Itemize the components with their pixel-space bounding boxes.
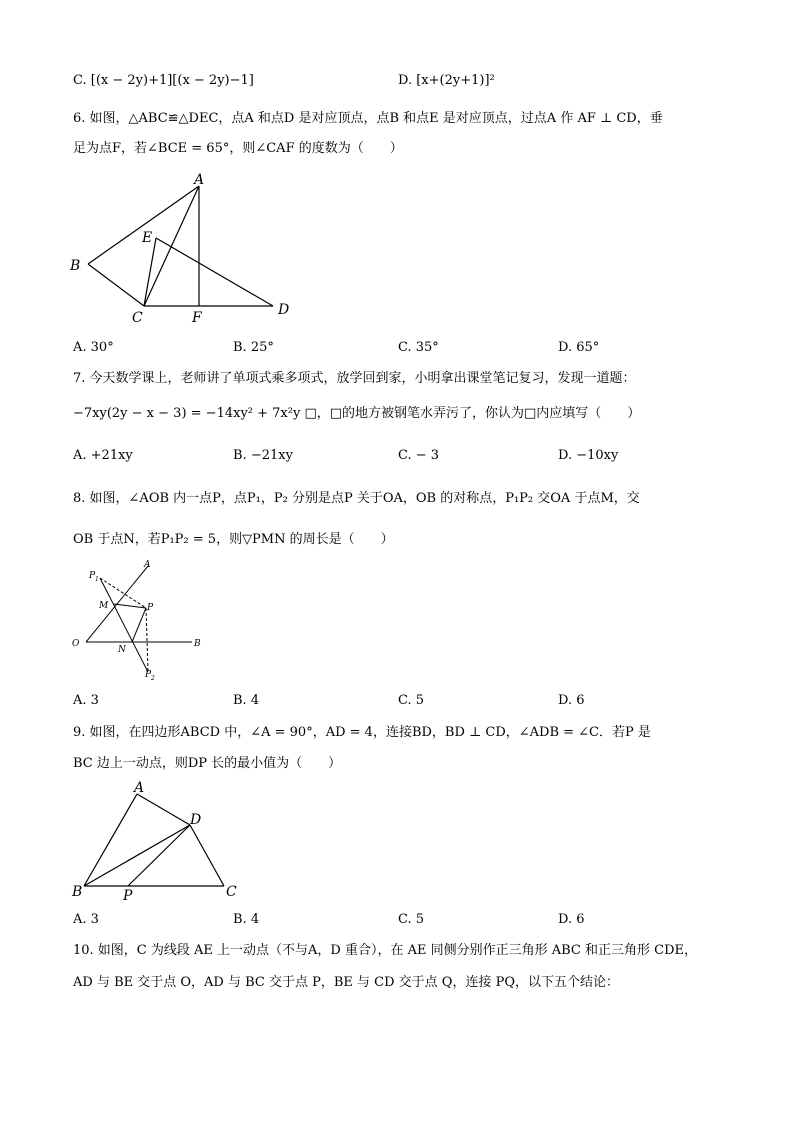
q6-label-E: E	[142, 230, 153, 246]
q6-seg-ED	[156, 238, 273, 306]
q8-label-A: A	[144, 560, 151, 570]
q9-seg-AB	[84, 794, 137, 886]
q8-option-c: C. 5	[398, 693, 425, 708]
q7-option-a: A. +21xy	[73, 448, 133, 463]
q6-label-A: A	[194, 172, 205, 188]
q8-option-d: D. 6	[558, 693, 585, 708]
q9-option-b: B. 4	[233, 912, 260, 927]
q6-label-D: D	[278, 302, 290, 318]
q9-option-d: D. 6	[558, 912, 585, 927]
q9-seg-DC	[190, 825, 224, 886]
q8-label-P1-sub: 1	[95, 576, 99, 583]
q5-option-c: C. [(x − 2y)+1][(x − 2y)−1]	[73, 73, 254, 88]
q9-option-a: A. 3	[73, 912, 99, 927]
q9-label-B: B	[72, 884, 83, 900]
q9-stem-line1: 9. 如图，在四边形ABCD 中，∠A = 90°，AD = 4，连接BD，BD ⊥ CD，∠ADB = ∠C．若P 是	[73, 725, 651, 740]
q7-stem-line1: 7. 今天数学课上，老师讲了单项式乘多项式，放学回到家，小明拿出课堂笔记复习，发现一道题：	[73, 371, 636, 386]
q9-label-A: A	[134, 780, 145, 796]
q6-option-b: B. 25°	[233, 340, 274, 355]
q6-option-a: A. 30°	[73, 340, 114, 355]
q6-seg-BC	[88, 264, 144, 306]
q8-seg-MP	[114, 604, 146, 608]
q9-option-c: C. 5	[398, 912, 425, 927]
q8-label-O: O	[72, 639, 80, 649]
q8-seg-P1P2	[100, 578, 148, 672]
q6-option-c: C. 35°	[398, 340, 439, 355]
q6-seg-CE	[144, 238, 156, 306]
q8-stem-line1: 8. 如图，∠AOB 内一点P，点P₁，P₂ 分别是点P 关于OA，OB 的对称点，P₁P₂ 交OA 于点M，交	[73, 491, 640, 506]
q8-label-P2-sub: 2	[151, 675, 155, 682]
q6-stem-line1: 6. 如图，△ABC≌△DEC，点A 和点D 是对应顶点，点B 和点E 是对应顶点，过点A 作 AF ⊥ CD，垂	[73, 111, 663, 126]
q9-label-P: P	[123, 888, 133, 904]
q8-label-B: B	[194, 639, 201, 649]
q6-seg-CA	[144, 186, 199, 306]
q8-figure	[68, 558, 218, 688]
q8-seg-PN	[132, 608, 146, 642]
q7-option-c: C. − 3	[398, 448, 440, 463]
q9-label-D: D	[190, 812, 202, 828]
q6-seg-BA	[88, 186, 199, 264]
q9-figure	[66, 778, 256, 908]
q8-option-b: B. 4	[233, 693, 260, 708]
q6-label-B: B	[70, 258, 81, 274]
q6-stem-line2: 足为点F，若∠BCE = 65°，则∠CAF 的度数为（ ）	[73, 141, 403, 156]
q6-label-C: C	[132, 310, 143, 326]
q9-label-C: C	[226, 884, 237, 900]
q9-stem-line2: BC 边上一动点，则DP 长的最小值为（ ）	[73, 756, 342, 771]
q6-option-d: D. 65°	[558, 340, 600, 355]
q8-label-P2: P	[145, 670, 152, 680]
q8-label-M: M	[99, 601, 109, 611]
q6-figure	[60, 168, 310, 328]
q10-stem-line1: 10. 如图，C 为线段 AE 上一动点（不与A，D 重合），在 AE 同侧分别作正三角形 ABC 和正三角形 CDE，	[73, 943, 698, 958]
q6-label-F: F	[192, 310, 202, 326]
q8-stem-line2: OB 于点N，若P₁P₂ = 5，则▽PMN 的周长是（ ）	[73, 532, 394, 547]
q8-option-a: A. 3	[73, 693, 99, 708]
q8-dash-PP2	[146, 608, 148, 672]
q7-stem-line2: −7xy(2y − x − 3) = −14xy² + 7x²y □，□的地方被钢笔水弄污了，你认为□内应填写（ ）	[73, 406, 641, 421]
q5-option-d: D. [x+(2y+1)]²	[398, 73, 495, 88]
q9-seg-AD	[137, 794, 190, 825]
q7-option-d: D. −10xy	[558, 448, 619, 463]
q8-label-P: P	[147, 603, 154, 613]
q8-label-N: N	[118, 645, 126, 655]
q10-stem-line2: AD 与 BE 交于点 O，AD 与 BC 交于点 P，BE 与 CD 交于点 Q，连接 PQ，以下五个结论：	[73, 975, 620, 990]
q8-label-P1: P	[89, 571, 96, 581]
q7-option-b: B. −21xy	[233, 448, 293, 463]
